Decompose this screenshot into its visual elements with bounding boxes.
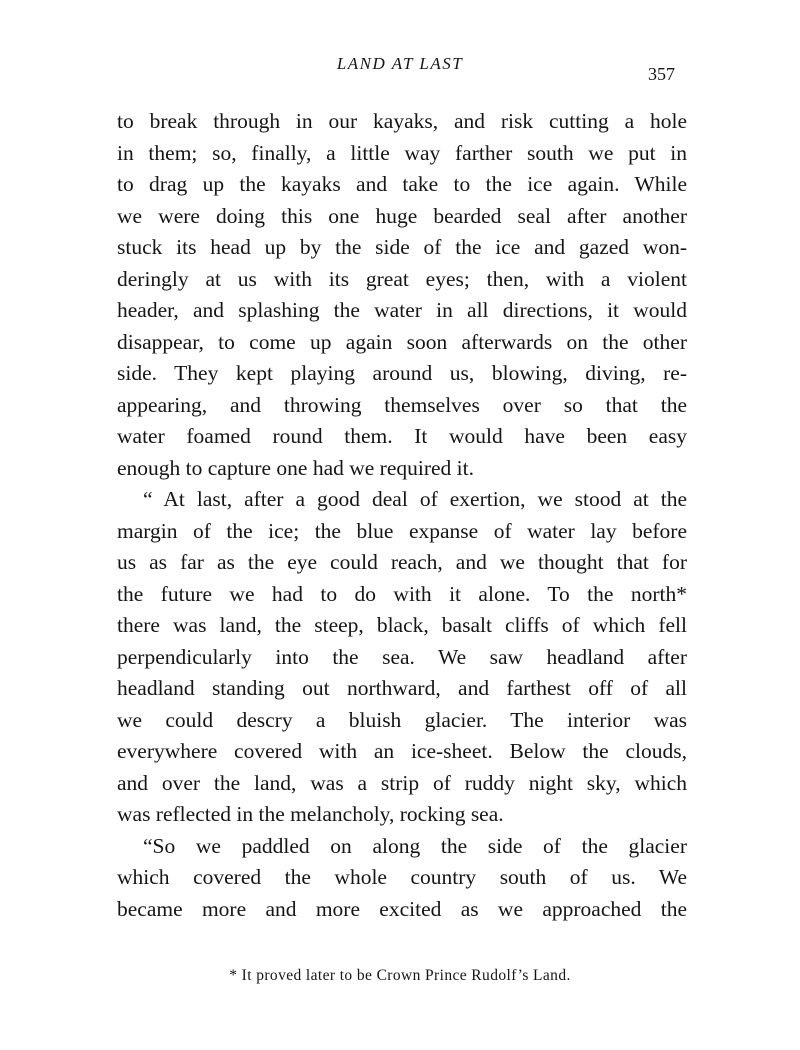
page-number: 357 — [648, 64, 675, 84]
text-line: “So we paddled on along the side of the glacier — [143, 833, 687, 858]
footnote: * It proved later to be Crown Prince Rudolf’s Land. — [229, 967, 571, 984]
running-head-title: LAND AT LAST — [336, 54, 464, 73]
text-line: side. They kept playing around us, blowing, diving, re- — [117, 361, 687, 385]
text-line: in them; so, finally, a little way farther south we put in — [117, 140, 687, 165]
text-line: we were doing this one huge bearded seal after another — [117, 203, 687, 228]
text-line: which covered the whole country south of us. We — [117, 865, 687, 889]
text-line: and over the land, was a strip of ruddy night sky, which — [117, 770, 687, 795]
text-line: to drag up the kayaks and take to the ice again. While — [117, 172, 687, 196]
text-line: disappear, to come up again soon afterwards on the other — [117, 329, 687, 354]
text-line: headland standing out northward, and farthest off of all — [117, 676, 687, 700]
text-line: we could descry a bluish glacier. The interior was — [117, 707, 687, 732]
text-line: became more and more excited as we approached the — [117, 896, 687, 921]
text-line: appearing, and throwing themselves over so that the — [117, 392, 687, 417]
text-line: perpendicularly into the sea. We saw headland after — [117, 644, 687, 669]
text-line: enough to capture one had we required it. — [117, 455, 475, 480]
text-line: to break through in our kayaks, and risk cutting a hole — [117, 109, 687, 133]
text-line: “ At last, after a good deal of exertion, we stood at the — [143, 487, 687, 511]
text-line: everywhere covered with an ice-sheet. Below the clouds, — [117, 739, 687, 763]
text-line: stuck its head up by the side of the ice and gazed won- — [117, 235, 687, 259]
text-line: was reflected in the melancholy, rocking sea. — [117, 802, 504, 826]
text-line: the future we had to do with it alone. To the north* — [117, 581, 687, 606]
text-line: us as far as the eye could reach, and we thought that for — [117, 550, 687, 574]
text-line: water foamed round them. It would have been easy — [117, 424, 687, 448]
text-line: margin of the ice; the blue expanse of water lay before — [117, 518, 687, 543]
text-line: there was land, the steep, black, basalt cliffs of which fell — [117, 613, 687, 637]
text-line: header, and splashing the water in all directions, it would — [117, 298, 687, 322]
body-text — [117, 106, 687, 925]
text-line: deringly at us with its great eyes; then, with a violent — [117, 266, 687, 291]
